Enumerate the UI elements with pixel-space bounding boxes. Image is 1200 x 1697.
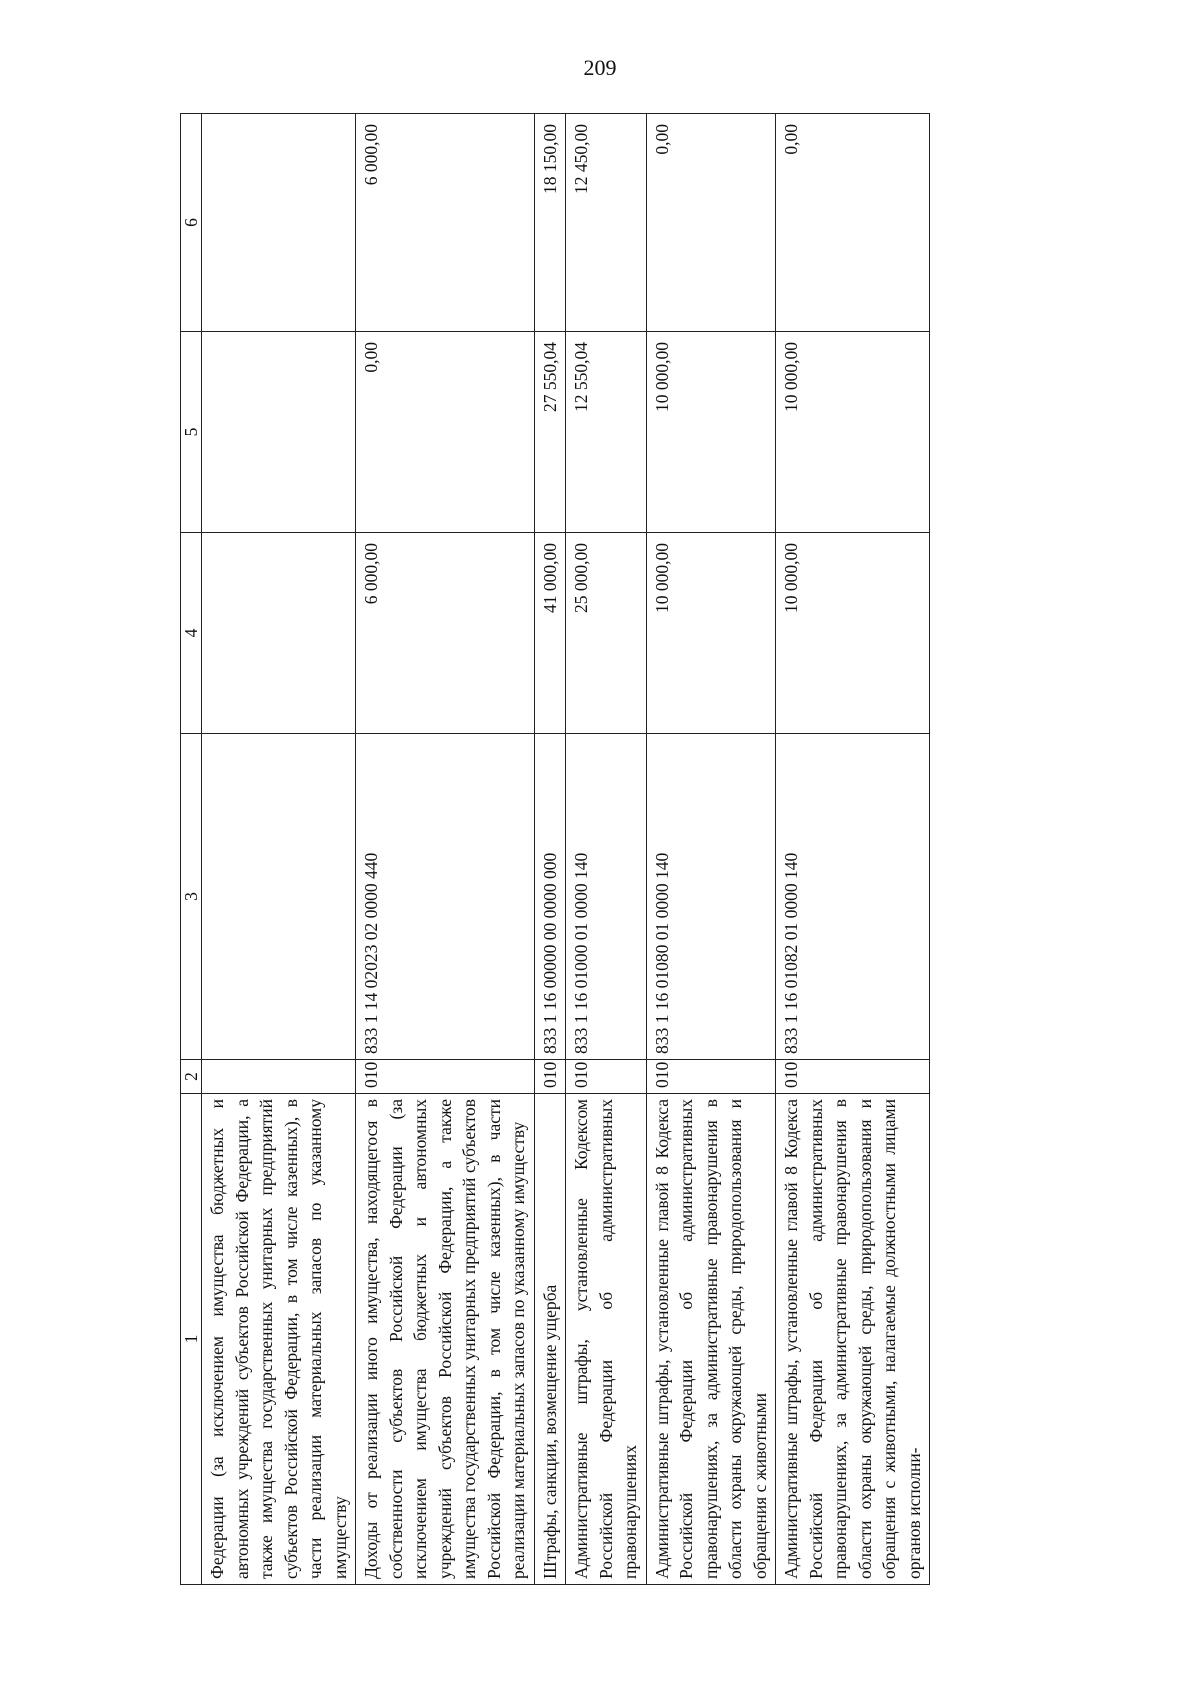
table-row <box>356 114 535 1585</box>
row-col5 <box>202 332 356 533</box>
row-col5: 0,00 <box>356 332 535 533</box>
row-kbk: 833 1 16 01080 01 0000 140 <box>646 734 776 1060</box>
row-col6: 0,00 <box>646 114 776 332</box>
row-col6 <box>202 114 356 332</box>
header-col-5: 5 <box>181 332 202 533</box>
row-col5: 12 550,04 <box>566 332 647 533</box>
row-name: Штрафы, санкции, возмещение ущерба <box>534 1094 566 1585</box>
row-col4: 41 000,00 <box>534 533 566 734</box>
header-col-1: 1 <box>181 1094 202 1585</box>
row-name: Административные штрафы, установленные главой 8 Кодекса Российской Федерации об административных правонарушениях, за административные правонарушения в области охраны окружающей среды, природопользования и обращения с животными <box>646 1094 776 1585</box>
row-kbk: 833 1 14 02023 02 0000 440 <box>356 734 535 1060</box>
row-code: 010 <box>356 1060 535 1094</box>
row-col4: 6 000,00 <box>356 533 535 734</box>
row-col6: 0,00 <box>776 114 930 332</box>
page-number: 209 <box>583 55 617 80</box>
row-code <box>202 1060 356 1094</box>
row-col6: 12 450,00 <box>566 114 647 332</box>
row-kbk: 833 1 16 01000 01 0000 140 <box>566 734 647 1060</box>
table-row <box>566 114 647 1585</box>
row-col5: 10 000,00 <box>776 332 930 533</box>
row-col5: 27 550,04 <box>534 332 566 533</box>
row-name: Федерации (за исключением имущества бюджетных и автономных учреждений субъектов Российской Федерации, а также имущества государственных унитарных предприятий субъектов Российской Федерации, в том числе казенных), в части реализации материальных запасов по указанному имуществу <box>202 1094 356 1585</box>
row-col4: 10 000,00 <box>776 533 930 734</box>
table-row <box>534 114 566 1585</box>
row-name: Административные штрафы, установленные главой 8 Кодекса Российской Федерации об административных правонарушениях, за административные правонарушения в области охраны окружающей среды, природопользования и обращения с животными, налагаемые должностными лицами органов исполни- <box>776 1094 930 1585</box>
table-row <box>776 114 930 1585</box>
row-col5: 10 000,00 <box>646 332 776 533</box>
table-row <box>646 114 776 1585</box>
row-name: Доходы от реализации иного имущества, находящегося в собственности субъектов Российской Федерации (за исключением имущества бюджетных и автономных учреждений субъектов Российской Федерации, а также имущества государственных унитарных предприятий субъектов Российской Федерации, в том числе казенных), в части реализации материальных запасов по указанному имуществу <box>356 1094 535 1585</box>
header-col-2: 2 <box>181 1060 202 1094</box>
header-col-3: 3 <box>181 734 202 1060</box>
row-col6: 6 000,00 <box>356 114 535 332</box>
table-row <box>202 114 356 1585</box>
row-col4: 10 000,00 <box>646 533 776 734</box>
row-code: 010 <box>534 1060 566 1094</box>
row-col4: 25 000,00 <box>566 533 647 734</box>
row-name: Административные штрафы, установленные Кодексом Российской Федерации об административных правонарушениях <box>566 1094 647 1585</box>
row-col4 <box>202 533 356 734</box>
budget-table <box>180 113 930 1585</box>
table-header-row <box>181 114 202 1585</box>
row-code: 010 <box>776 1060 930 1094</box>
header-col-6: 6 <box>181 114 202 332</box>
row-code: 010 <box>646 1060 776 1094</box>
row-kbk: 833 1 16 01082 01 0000 140 <box>776 734 930 1060</box>
row-col6: 18 150,00 <box>534 114 566 332</box>
row-code: 010 <box>566 1060 647 1094</box>
header-col-4: 4 <box>181 533 202 734</box>
row-kbk <box>202 734 356 1060</box>
row-kbk: 833 1 16 00000 00 0000 000 <box>534 734 566 1060</box>
rotated-table-container <box>180 120 1100 1585</box>
